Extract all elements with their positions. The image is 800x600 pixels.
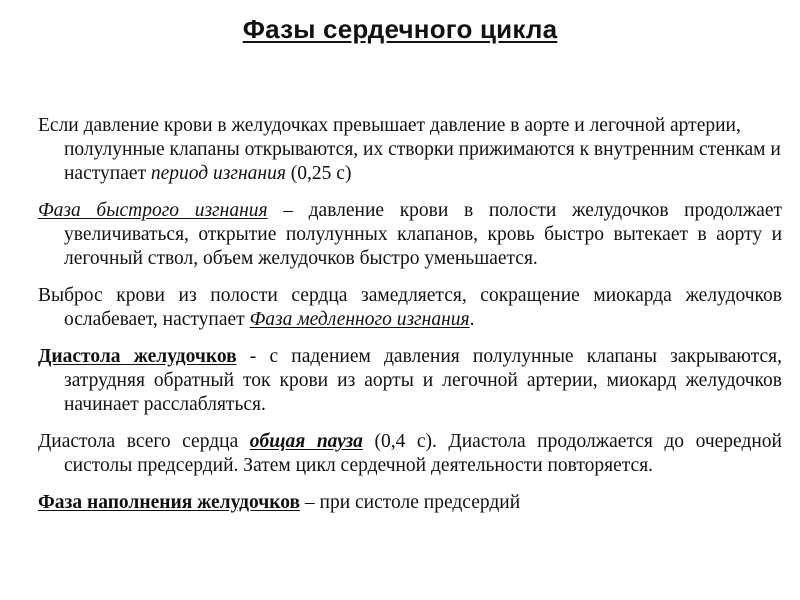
paragraph-text: - с падением давления полулунные клапаны закрываются, затрудняя обратный ток крови из аорты и легочной артерии, миокард желудочков начинает расслабляться.: [64, 346, 782, 415]
paragraph-text: Выброс крови из полости сердца замедляется, сокращение миокарда желудочков ослабевает, наступает: [38, 285, 782, 330]
term-general-pause: общая пауза: [249, 431, 363, 452]
term-ventricular-diastole: Диастола желудочков: [38, 346, 237, 367]
paragraph-ejection-period: [38, 114, 782, 186]
paragraph-general-pause: [38, 430, 782, 478]
paragraph-text: – при систоле предсердий: [300, 492, 521, 513]
paragraph-text: (0,4 с). Диастола продолжается до очередной систолы предсердий. Затем цикл сердечной деятельности повторяется.: [64, 431, 782, 476]
paragraph-text: – давление крови в полости желудочков продолжает увеличиваться, открытие полулунных клапанов, кровь быстро вытекает в аорту и легочный ствол, объем желудочков быстро уменьшается.: [64, 200, 782, 269]
paragraph-text: Если давление крови в желудочках превышает давление в аорте и легочной артерии, полулунные клапаны открываются, их створки прижимаются к внутренним стенкам и наступает: [38, 115, 781, 184]
term-rapid-ejection: Фаза быстрого изгнания: [38, 200, 268, 221]
paragraph-ventricular-diastole: [38, 345, 782, 417]
paragraph-rapid-ejection: [38, 199, 782, 271]
term-ventricular-filling: Фаза наполнения желудочков: [38, 492, 301, 513]
slide-title: Фазы сердечного цикла: [242, 14, 558, 44]
paragraph-slow-ejection: [38, 284, 782, 332]
paragraph-ventricular-filling: [38, 491, 782, 515]
paragraph-text: (0,25 с): [285, 163, 352, 184]
slide-body: [38, 114, 782, 528]
paragraph-text: .: [469, 309, 475, 330]
term-slow-ejection: Фаза медленного изгнания: [249, 309, 470, 330]
paragraph-text: Диастола всего сердца: [38, 431, 250, 452]
term-ejection-period: период изгнания: [150, 163, 286, 184]
